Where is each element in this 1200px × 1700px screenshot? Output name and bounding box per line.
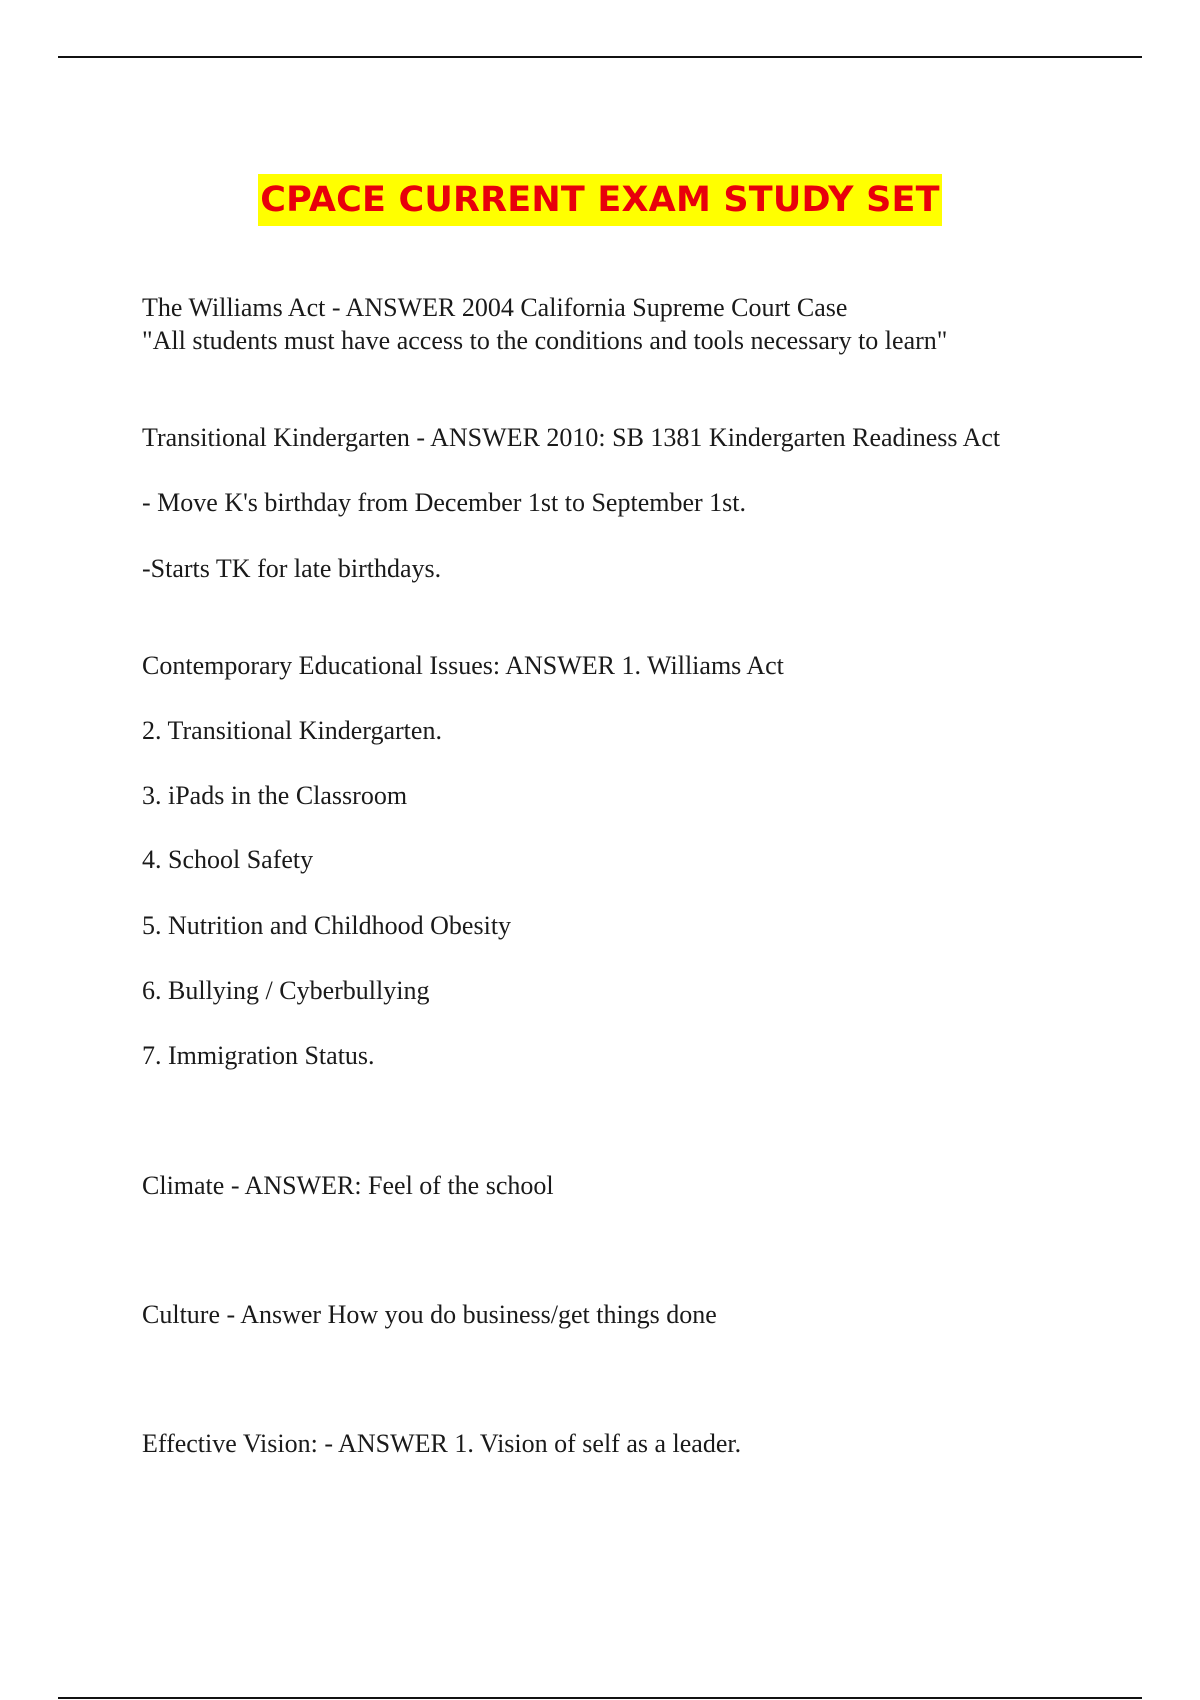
issues-item-4: 4. School Safety xyxy=(142,845,314,874)
tk-detail-birthday: - Move K's birthday from December 1st to September 1st. xyxy=(142,488,746,517)
culture-question: Culture - Answer How you do business/get things done xyxy=(142,1300,717,1329)
issues-item-3: 3. iPads in the Classroom xyxy=(142,781,408,810)
tk-question: Transitional Kindergarten - ANSWER 2010: SB 1381 Kindergarten Readiness Act xyxy=(142,423,1001,452)
williams-act-question: The Williams Act - ANSWER 2004 California Supreme Court Case xyxy=(142,293,848,322)
issues-item-2: 2. Transitional Kindergarten. xyxy=(142,716,442,745)
issues-item-7: 7. Immigration Status. xyxy=(142,1041,375,1070)
tk-detail-starts: -Starts TK for late birthdays. xyxy=(142,554,442,583)
vision-question: Effective Vision: - ANSWER 1. Vision of self as a leader. xyxy=(142,1429,742,1458)
issues-question: Contemporary Educational Issues: ANSWER 1. Williams Act xyxy=(142,651,784,680)
title-container xyxy=(0,174,1200,226)
climate-question: Climate - ANSWER: Feel of the school xyxy=(142,1171,554,1200)
footer-rule xyxy=(58,1697,1142,1699)
header-rule xyxy=(58,56,1142,58)
document-title: CPACE CURRENT EXAM STUDY SET xyxy=(258,174,941,226)
issues-item-6: 6. Bullying / Cyberbullying xyxy=(142,976,430,1005)
issues-item-5: 5. Nutrition and Childhood Obesity xyxy=(142,911,512,940)
williams-act-quote: "All students must have access to the conditions and tools necessary to learn" xyxy=(142,326,948,355)
